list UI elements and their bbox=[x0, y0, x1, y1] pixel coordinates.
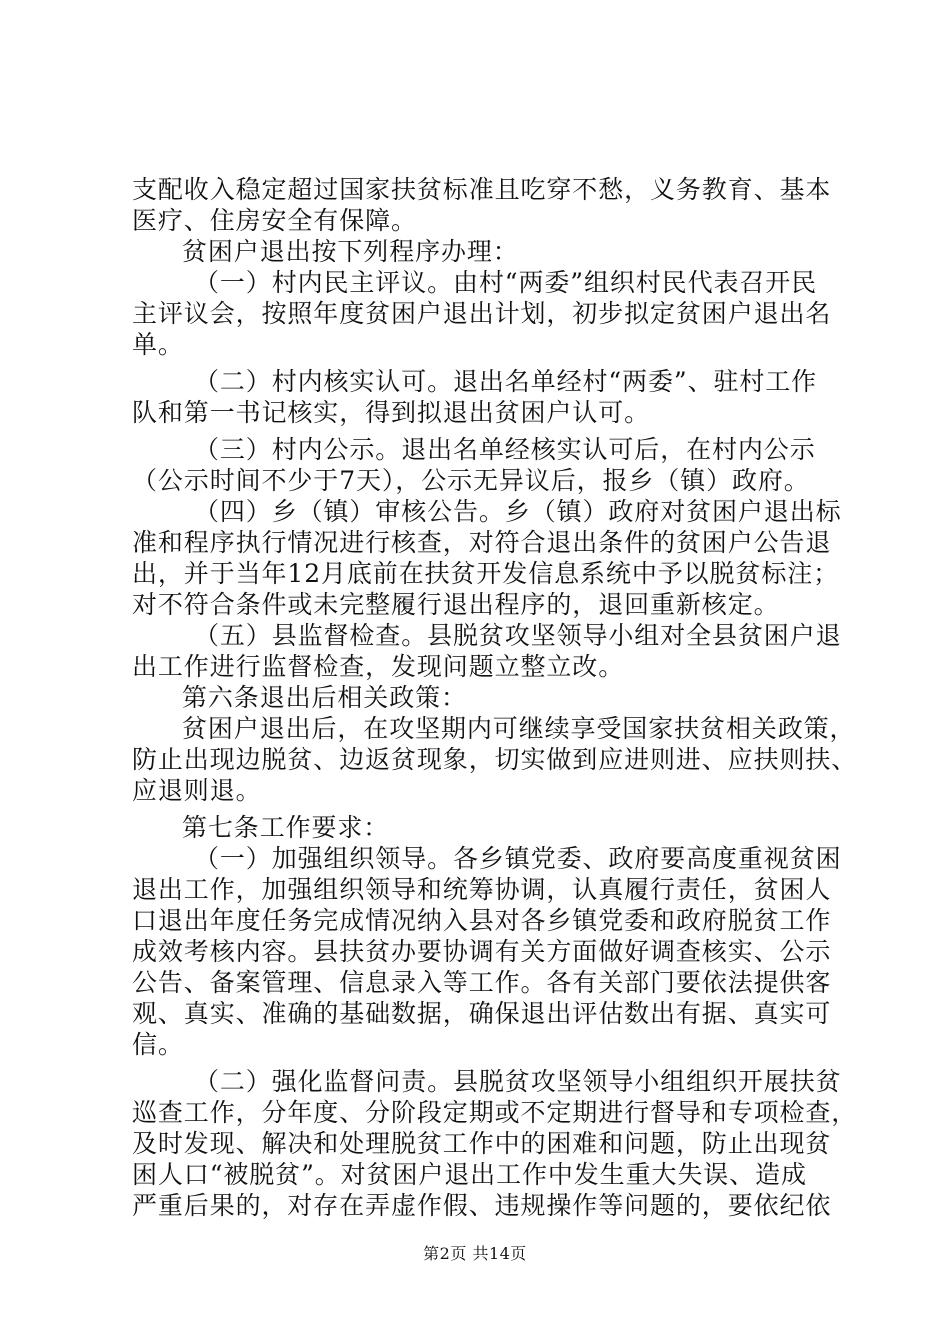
text-line: （一）加强组织领导。各乡镇党委、政府要高度重视贫困 bbox=[194, 844, 842, 873]
text-line: 队和第一书记核实，得到拟退出贫困户认可。 bbox=[132, 398, 651, 427]
text-line: 口退出年度任务完成情况纳入县对各乡镇党委和政府脱贫工作 bbox=[132, 906, 832, 935]
text-line: （二）强化监督问责。县脱贫攻坚领导小组组织开展扶贫 bbox=[194, 1067, 842, 1096]
text-line: 出，并于当年12月底前在扶贫开发信息系统中予以脱贫标注； bbox=[132, 559, 840, 588]
text-line: 第六条退出后相关政策： bbox=[182, 683, 467, 712]
text-line: 巡查工作，分年度、分阶段定期或不定期进行督导和专项检查， bbox=[132, 1098, 858, 1127]
text-line: 对不符合条件或未完整履行退出程序的，退回重新核定。 bbox=[132, 590, 780, 619]
text-line: 主评议会，按照年度贫困户退出计划，初步拟定贫困户退出名 bbox=[132, 299, 832, 328]
text-line: （二）村内核实认可。退出名单经村“两委”、驻村工作 bbox=[194, 367, 818, 396]
text-line: （四）乡（镇）审核公告。乡（镇）政府对贫困户退出标 bbox=[194, 497, 842, 526]
text-line: 及时发现、解决和处理脱贫工作中的困难和问题，防止出现贫 bbox=[132, 1129, 832, 1158]
text-line: （三）村内公示。退出名单经核实认可后，在村内公示 bbox=[194, 435, 816, 464]
text-line: 应退则退。 bbox=[132, 776, 262, 805]
text-line: 第七条工作要求： bbox=[182, 813, 390, 842]
text-line: 医疗、住房安全有保障。 bbox=[132, 206, 417, 235]
document-body bbox=[132, 174, 858, 1221]
text-line: 贫困户退出按下列程序办理： bbox=[182, 237, 519, 266]
text-line: （五）县监督检查。县脱贫攻坚领导小组对全县贫困户退 bbox=[194, 621, 842, 650]
text-line: （公示时间不少于7天），公示无异议后，报乡（镇）政府。 bbox=[132, 466, 810, 495]
text-line: 防止出现边脱贫、边返贫现象，切实做到应进则进、应扶则扶、 bbox=[132, 745, 858, 774]
text-line: 严重后果的，对存在弄虚作假、违规操作等问题的，要依纪依 bbox=[132, 1191, 832, 1220]
text-line: 困人口“被脱贫”。对贫困户退出工作中发生重大失误、造成 bbox=[132, 1160, 807, 1189]
text-line: 单。 bbox=[132, 330, 184, 359]
text-line: 支配收入稳定超过国家扶贫标准且吃穿不愁，义务教育、基本 bbox=[132, 175, 832, 204]
text-line: 成效考核内容。县扶贫办要协调有关方面做好调查核实、公示 bbox=[132, 937, 832, 966]
text-line: 退出工作，加强组织领导和统筹协调，认真履行责任，贫困人 bbox=[132, 875, 832, 904]
text-line: 公告、备案管理、信息录入等工作。各有关部门要依法提供客 bbox=[132, 968, 832, 997]
text-line: （一）村内民主评议。由村“两委”组织村民代表召开民 bbox=[194, 268, 818, 297]
text-line: 出工作进行监督检查，发现问题立整立改。 bbox=[132, 652, 625, 681]
text-line: 观、真实、准确的基础数据，确保退出评估数出有据、真实可 bbox=[132, 999, 832, 1028]
text-line: 贫困户退出后，在攻坚期内可继续享受国家扶贫相关政策， bbox=[182, 714, 856, 743]
text-line: 信。 bbox=[132, 1030, 184, 1059]
text-line: 准和程序执行情况进行核查，对符合退出条件的贫困户公告退 bbox=[132, 528, 832, 557]
page-number-footer: 第2页 共14页 bbox=[423, 1244, 527, 1263]
